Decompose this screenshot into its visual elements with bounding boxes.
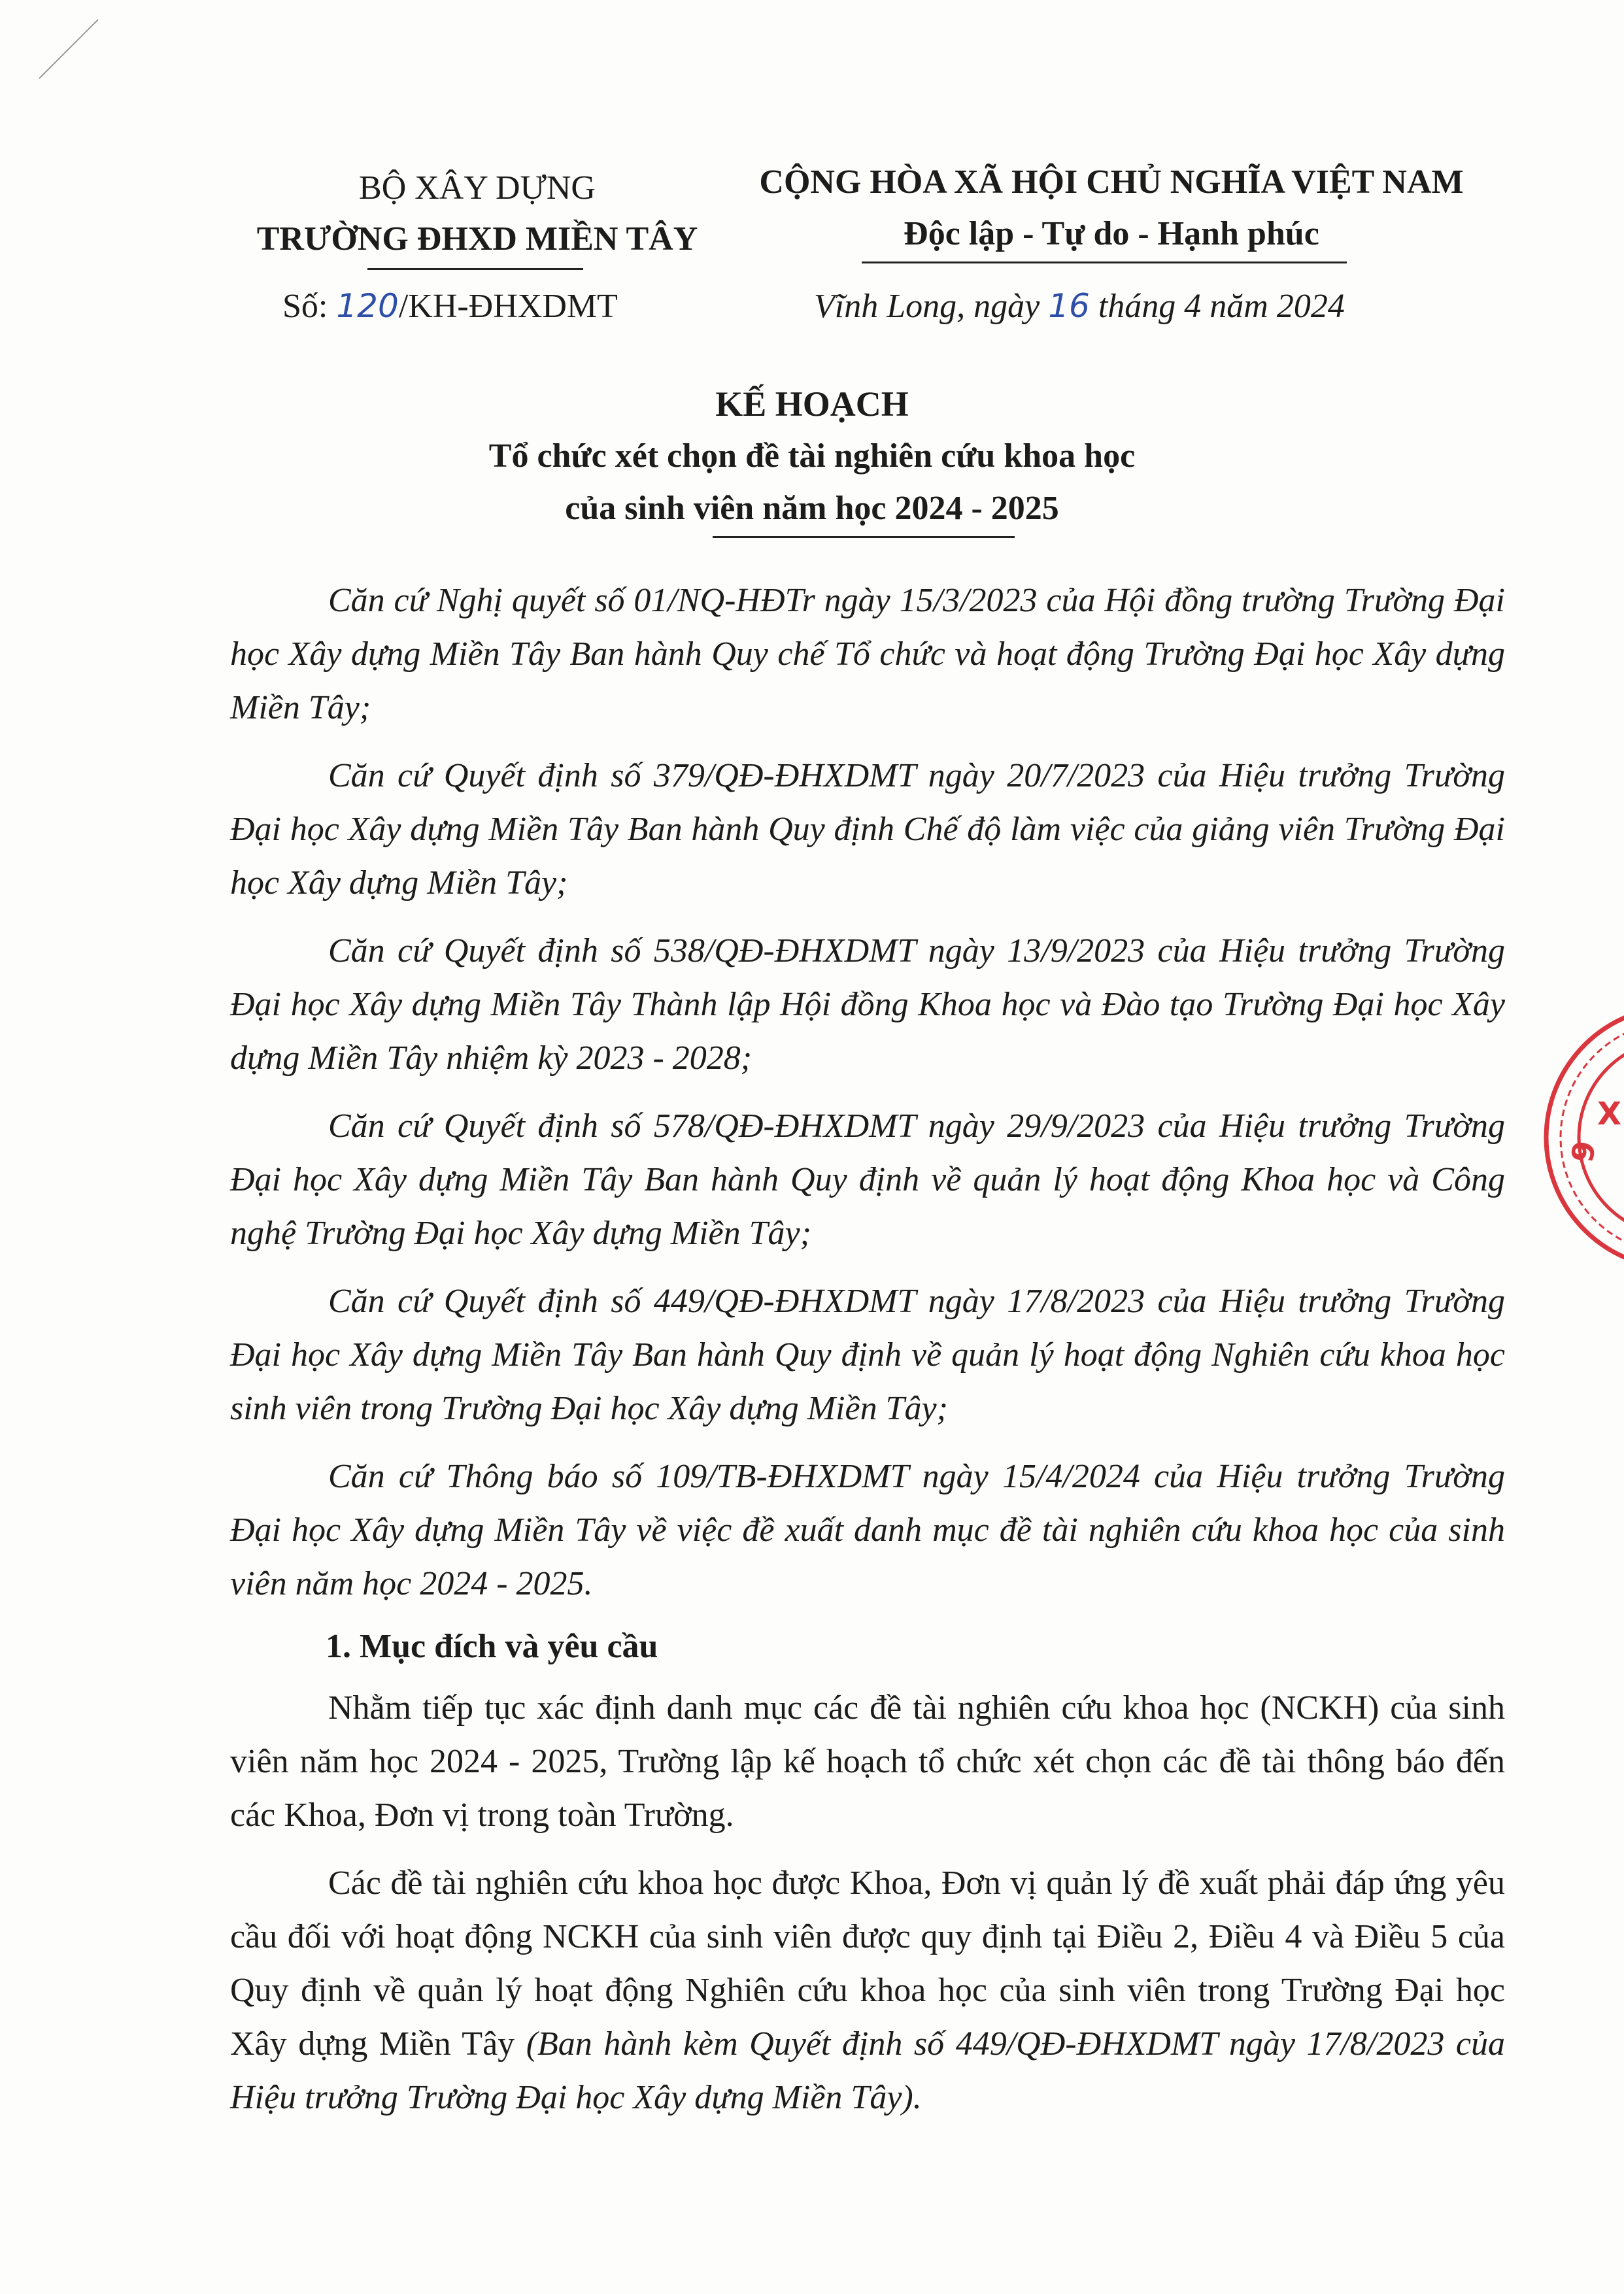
ministry-name: BỘ XÂY DỰNG xyxy=(359,169,596,207)
handwritten-number: 120 xyxy=(336,287,399,325)
title-line-1: Tổ chức xét chọn đề tài nghiên cứu khoa học xyxy=(488,437,1136,475)
scan-mark xyxy=(26,13,105,85)
citation-4: Căn cứ Quyết định số 578/QĐ-ĐHXDMT ngày 29/9/2023 của Hiệu trưởng Trường Đại học Xây dựng Miền Tây Ban hành Quy định về quản lý hoạt động Khoa học và Công nghệ Trường Đại học Xây dựng Miền Tây; xyxy=(230,1107,1505,1252)
document-type: KẾ HOẠCH xyxy=(715,384,909,424)
date-suffix: tháng 4 năm 2024 xyxy=(1098,288,1345,325)
document-number xyxy=(282,282,618,330)
date-prefix: Vĩnh Long, ngày xyxy=(814,288,1040,325)
country-name: CỘNG HÒA XÃ HỘI CHỦ NGHĨA VIỆT NAM xyxy=(759,163,1464,201)
citation-6: Căn cứ Thông báo số 109/TB-ĐHXDMT ngày 15/4/2024 của Hiệu trưởng Trường Đại học Xây dựng Miền Tây về việc đề xuất danh mục đề tài nghiên cứu khoa học của sinh viên năm học 2024 - 2025. xyxy=(230,1458,1505,1602)
title-line-2: của sinh viên năm học 2024 - 2025 xyxy=(565,490,1059,527)
section-paragraph-2 xyxy=(230,1857,1505,2125)
citation-3: Căn cứ Quyết định số 538/QĐ-ĐHXDMT ngày 13/9/2023 của Hiệu trưởng Trường Đại học Xây dựng Miền Tây Thành lập Hội đồng Khoa học và Đào tạo Trường Đại học Xây dựng Miền Tây nhiệm kỳ 2023 - 2028; xyxy=(230,932,1505,1077)
section-heading: 1. Mục đích và yêu cầu xyxy=(326,1628,658,1665)
school-underline xyxy=(367,268,583,270)
number-suffix: /KH-ĐHXDMT xyxy=(398,288,618,325)
paragraph-2-main: Các đề tài nghiên cứu khoa học được Khoa, Đơn vị quản lý đề xuất phải đáp ứng yêu cầu đối với hoạt động NCKH của sinh viên được quy định tại Điều 2, Điều 4 và Điều 5 của Quy định về quản lý hoạt động Nghiên cứu khoa học của sinh viên trong Trường Đại học Xây dựng Miền Tây xyxy=(230,1864,1505,2063)
school-name: TRƯỜNG ĐHXD MIỀN TÂY xyxy=(256,220,698,258)
section-paragraph-1: Nhằm tiếp tục xác định danh mục các đề tài nghiên cứu khoa học (NCKH) của sinh viên năm học 2024 - 2025, Trường lập kế hoạch tổ chức xét chọn các đề tài thông báo đến các Khoa, Đơn vị trong toàn Trường. xyxy=(230,1689,1505,1834)
title-underline xyxy=(713,536,1015,538)
stamp-letter: X xyxy=(1597,1096,1622,1132)
national-motto: Độc lập - Tự do - Hạnh phúc xyxy=(904,215,1319,252)
stamp-digit: 9 xyxy=(1564,1138,1603,1165)
paragraph-2-italic: (Ban hành kèm Quyết định số 449/QĐ-ĐHXDMT ngày 17/8/2023 của Hiệu trưởng Trường Đại học Xây dựng Miền Tây). xyxy=(230,2025,1506,2116)
handwritten-day: 16 xyxy=(1048,287,1090,325)
motto-underline xyxy=(862,261,1347,263)
number-prefix: Số: xyxy=(282,288,328,325)
citation-1: Căn cứ Nghị quyết số 01/NQ-HĐTr ngày 15/3/2023 của Hội đồng trường Trường Đại học Xây dựng Miền Tây Ban hành Quy chế Tổ chức và hoạt động Trường Đại học Xây dựng Miền Tây; xyxy=(230,582,1505,726)
citation-5: Căn cứ Quyết định số 449/QĐ-ĐHXDMT ngày 17/8/2023 của Hiệu trưởng Trường Đại học Xây dựng Miền Tây Ban hành Quy định về quản lý hoạt động Nghiên cứu khoa học sinh viên trong Trường Đại học Xây dựng Miền Tây; xyxy=(230,1283,1505,1427)
official-stamp-seal xyxy=(1527,994,1624,1281)
citation-2: Căn cứ Quyết định số 379/QĐ-ĐHXDMT ngày 20/7/2023 của Hiệu trưởng Trường Đại học Xây dựng Miền Tây Ban hành Quy định Chế độ làm việc của giảng viên Trường Đại học Xây dựng Miền Tây; xyxy=(230,757,1505,902)
document-date xyxy=(814,282,1345,330)
